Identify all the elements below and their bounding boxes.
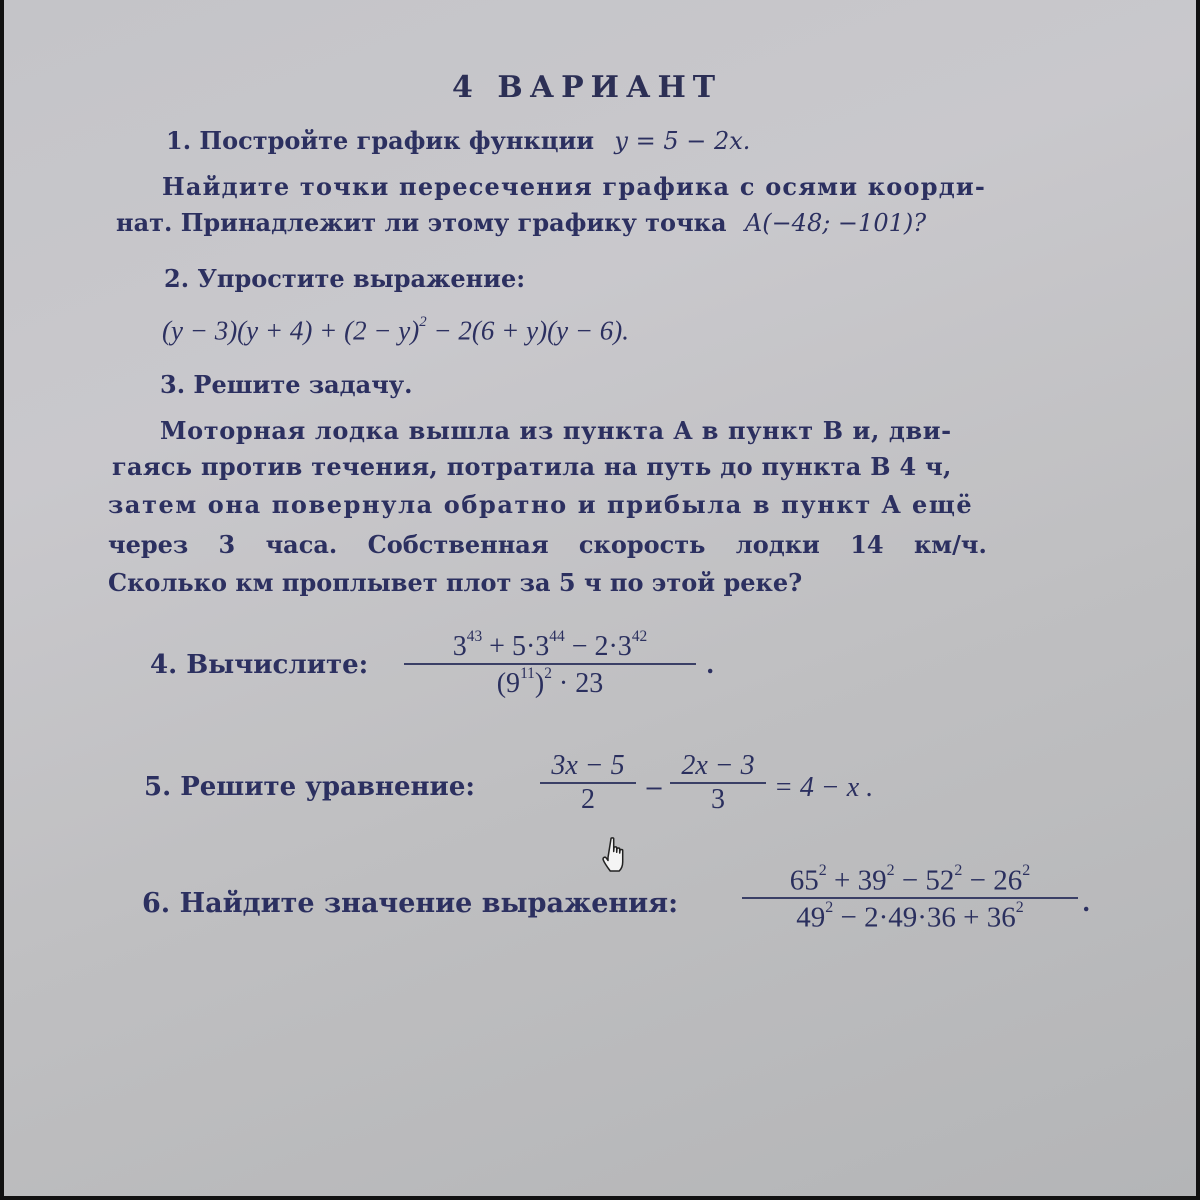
hand-pointer-icon — [602, 836, 632, 876]
worksheet-page — [4, 0, 1196, 1196]
task-3-text-line-3: затем она повернула обратно и прибыла в пункт A ещё — [108, 490, 974, 519]
variant-title: 4 ВАРИАНТ — [452, 70, 723, 105]
task-3-text-line-5: Сколько км проплывет плот за 5 ч по этой реке? — [108, 568, 803, 597]
task-5-minus: − — [644, 774, 665, 802]
task-3-heading: 3. Решите задачу. — [160, 370, 413, 399]
task-4-heading: 4. Вычислите: — [150, 650, 369, 680]
task-5-fraction-2: 2x − 3 3 — [670, 750, 766, 816]
task-4-numerator: $3^{43} + 5\cdot 3^{44} - 2\cdot 3^{42}$ — [452, 628, 648, 662]
task-6-heading: 6. Найдите значение выражения: — [142, 888, 679, 919]
task-5-fraction-1: 3x − 5 2 — [540, 750, 636, 816]
task-2-expression: $(y - 3)(y + 4) + (2 - y)^2 - 2(6 + y)(y - 6)$. — [162, 314, 630, 346]
task-6-numerator: $65^2 + 39^2 - 52^2 - 26^2$ — [789, 862, 1031, 897]
task-6-denominator: $49^2 - 2\cdot 49\cdot 36 + 36^2$ — [796, 899, 1024, 934]
task-2-heading: 2. Упростите выражение: — [164, 264, 526, 293]
task-1-point: A(−48; −101)? — [744, 209, 927, 237]
task-4-fraction — [404, 628, 696, 700]
task-4-denominator: $(9^{11})^2 \cdot 23$ — [496, 664, 604, 699]
task-3-text-line-2: гаясь против течения, потратила на путь до пункта B 4 ч, — [112, 452, 952, 481]
task-5-heading: 5. Решите уравнение: — [144, 772, 475, 802]
task-3-text-line-4: через 3 часа. Собственная скорость лодки 14 км/ч. — [108, 530, 987, 559]
task-4-terminator: . — [706, 650, 715, 679]
task-3-text-line-1: Моторная лодка вышла из пункта A в пункт B и, дви- — [160, 416, 952, 445]
task-1-text-line-1: Найдите точки пересечения графика с осями коорди- — [162, 172, 987, 201]
task-6-terminator: . — [1082, 888, 1091, 917]
task-5-rhs: = 4 − x . — [774, 772, 874, 803]
task-1-text-line-2: нат. Принадлежит ли этому графику точка A(−48; −101)? — [116, 208, 927, 237]
task-1-heading: 1. Постройте график функции y = 5 − 2x. — [166, 126, 751, 155]
task-6-fraction — [742, 862, 1078, 935]
task-1-formula: y = 5 − 2x. — [614, 127, 751, 155]
monitor-screen — [4, 0, 1196, 1196]
